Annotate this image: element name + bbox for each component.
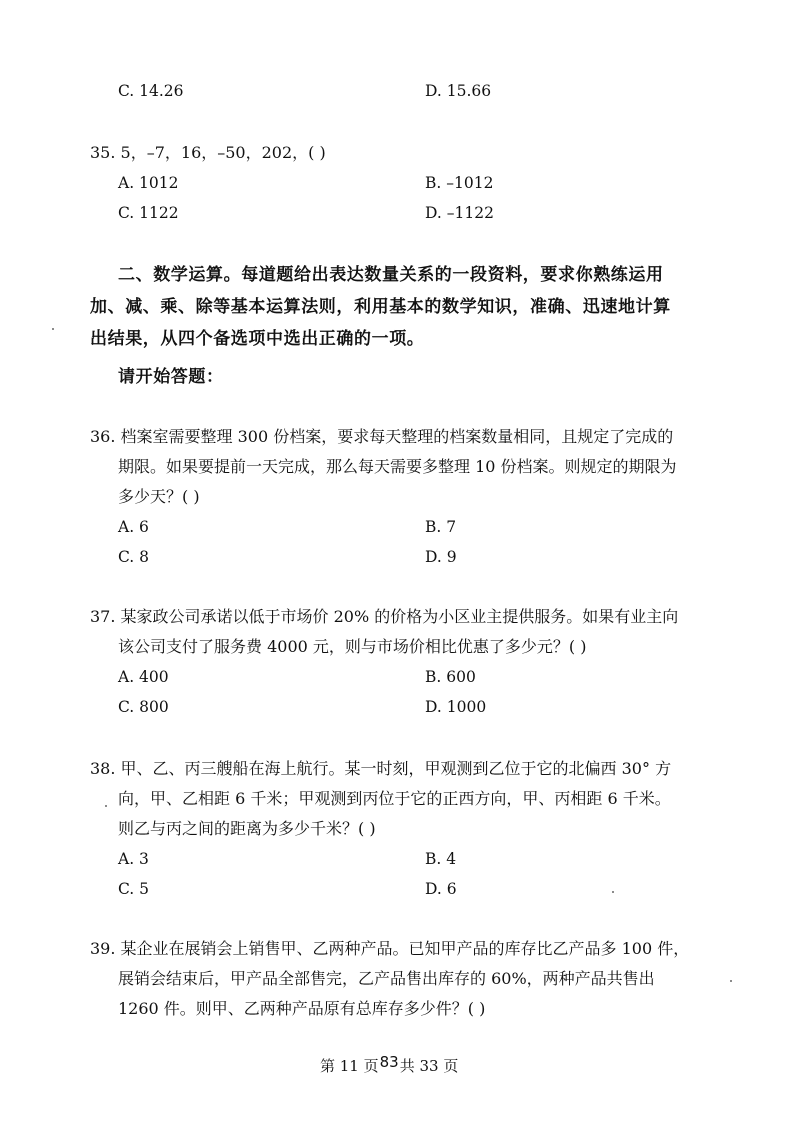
question-35-text: 35. 5，–7，16，–50，202，( ) (90, 143, 326, 162)
scan-speck (730, 980, 732, 982)
question-36-option-c: C. 8 (118, 548, 150, 566)
question-39-line-2: 展销会结束后，甲产品全部售完，乙产品售出库存的 60%，两种产品共售出 (118, 969, 655, 988)
question-38-line-3: 则乙与丙之间的距离为多少千米？( ) (118, 819, 376, 838)
scan-speck (52, 328, 54, 330)
scan-speck (105, 805, 107, 807)
question-36-line-1: 36. 档案室需要整理 300 份档案，要求每天整理的档案数量相同，且规定了完成的 (90, 427, 674, 446)
question-38-option-d: D. 6 (425, 880, 457, 898)
question-39-line-3: 1260 件。则甲、乙两种产品原有总库存多少件？( ) (118, 999, 486, 1018)
question-35-option-d: D. –1122 (425, 204, 494, 222)
question-36-option-a: A. 6 (118, 518, 149, 536)
scan-speck (612, 891, 614, 893)
question-38-option-b: B. 4 (425, 850, 457, 868)
section-instructions-line-1: 二、数学运算。每道题给出表达数量关系的一段资料，要求你熟练运用 (118, 265, 664, 285)
question-36-option-b: B. 7 (425, 518, 457, 536)
question-39-line-1: 39. 某企业在展销会上销售甲、乙两种产品。已知甲产品的库存比乙产品多 100 件， (90, 939, 690, 958)
question-36-option-d: D. 9 (425, 548, 457, 566)
page-number-footer (320, 1053, 459, 1076)
question-35-option-b: B. –1012 (425, 174, 494, 192)
start-prompt: 请开始答题： (118, 367, 224, 387)
option-d-prev: D. 15.66 (425, 82, 492, 100)
question-36-line-3: 多少天？( ) (118, 487, 200, 506)
question-38-line-1: 38. 甲、乙、丙三艘船在海上航行。某一时刻，甲观测到乙位于它的北偏西 30° 方 (90, 759, 672, 778)
section-instructions-line-2: 加、减、乘、除等基本运算法则，利用基本的数学知识，准确、迅速地计算 (90, 297, 671, 317)
question-37-option-a: A. 400 (118, 668, 169, 686)
page-number-current: 第 11 页 (320, 1057, 379, 1075)
page-stamp-number: 83 (379, 1053, 399, 1071)
question-38-line-2: 向，甲、乙相距 6 千米；甲观测到丙位于它的正西方向，甲、丙相距 6 千米。 (118, 789, 671, 808)
question-37-option-b: B. 600 (425, 668, 476, 686)
question-37-line-2: 该公司支付了服务费 4000 元，则与市场价相比优惠了多少元？( ) (118, 637, 587, 656)
question-35-option-c: C. 1122 (118, 204, 179, 222)
page-number-total: 共 33 页 (399, 1057, 459, 1075)
question-35-option-a: A. 1012 (118, 174, 179, 192)
question-38-option-c: C. 5 (118, 880, 150, 898)
question-36-line-2: 期限。如果要提前一天完成，那么每天需要多整理 10 份档案。则规定的期限为 (118, 457, 677, 476)
option-c-prev: C. 14.26 (118, 82, 184, 100)
question-37-option-c: C. 800 (118, 698, 169, 716)
question-37-option-d: D. 1000 (425, 698, 487, 716)
question-37-line-1: 37. 某家政公司承诺以低于市场价 20% 的价格为小区业主提供服务。如果有业主向 (90, 607, 679, 626)
question-38-option-a: A. 3 (118, 850, 149, 868)
section-instructions-line-3: 出结果，从四个备选项中选出正确的一项。 (90, 329, 425, 349)
